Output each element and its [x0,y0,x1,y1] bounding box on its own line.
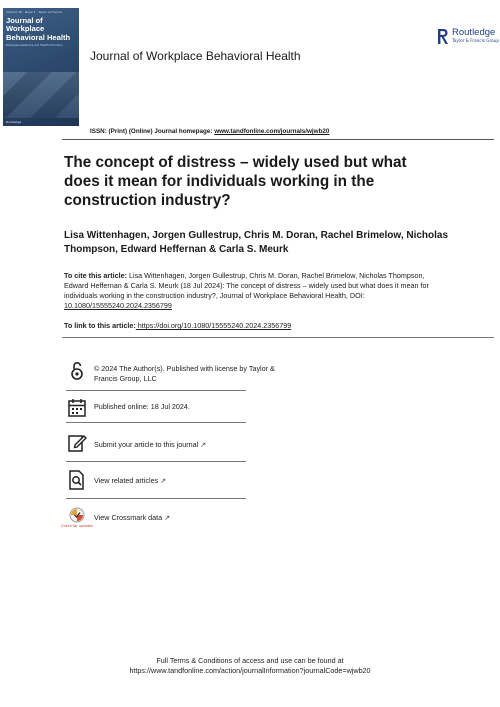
license-text: © 2024 The Author(s). Published with license by Taylor & Francis Group, LLC [94,364,275,383]
article-authors: Lisa Wittenhagen, Jorgen Gullestrup, Chris M. Doran, Rachel Brimelow, Nicholas Thompson, Edward Heffernan & Carla S. Meurk [64,230,449,255]
crossmark-icon [61,506,93,528]
journal-homepage-link[interactable]: www.tandfonline.com/journals/wjwb20 [214,128,330,135]
cover-subtitle: Employee Assistance and Health Promotion [6,44,63,47]
crossmark-link[interactable] [94,513,284,524]
citation-divider [62,337,494,338]
related-articles-label: View related articles [94,476,159,485]
cover-photo [3,72,79,118]
article-link-label: To link to this article: [64,321,136,330]
related-articles-link[interactable] [94,476,284,487]
article-title: The concept of distress – widely used but what does it mean for individuals working in the construction industry? [64,154,407,209]
crossmark-label: View Crossmark data [94,513,163,522]
routledge-r-icon [436,28,449,45]
issn-text: ISSN: (Print) (Online) Journal homepage: [90,128,215,135]
submit-divider [66,461,246,462]
published-divider [66,422,246,423]
cover-brand: Routledge [6,120,22,124]
logo-name: Routledge [452,27,496,38]
header-divider [62,139,494,140]
edit-document-icon [66,432,88,454]
cover-title: Journal of Workplace Behavioral Health [6,16,71,42]
calendar-icon [66,397,88,419]
crossmark-badge-text: Check for updates [61,524,93,528]
journal-cover-thumbnail [3,8,79,126]
published-date: Published online: 18 Jul 2024. [94,402,190,411]
external-link-icon: ↗ [164,515,171,522]
submit-article-link[interactable] [94,440,284,451]
submit-article-label: Submit your article to this journal [94,440,199,449]
article-doi-link[interactable]: https://doi.org/10.1080/15555240.2024.2356799 [135,321,292,330]
terms-footer [0,656,500,676]
external-link-icon: ↗ [200,442,207,449]
related-divider [66,498,246,499]
license-divider [66,390,246,391]
related-search-icon [66,469,88,491]
article-link-line [64,321,291,330]
journal-title: Journal of Workplace Behavioral Health [90,49,301,63]
routledge-logo [436,27,498,47]
citation-block [64,271,434,311]
logo-tagline: Taylor & Francis Group [452,38,500,43]
citation-label: To cite this article: [64,271,127,280]
open-access-icon [66,360,88,382]
issn-line [90,128,329,135]
cover-top-line: Volume 39 · Issue 3 · Taylor & Francis [6,10,62,14]
terms-url-link[interactable]: https://www.tandfonline.com/action/journalInformation?journalCode=wjwb20 [129,666,371,675]
citation-text: Lisa Wittenhagen, Jorgen Gullestrup, Chris M. Doran, Rachel Brimelow, Nicholas Thompson, Edward Heffernan & Carla S. Meurk (18 Jul 2024): The concept of distress – widely used but what does it mean for individuals working in the construction industry?, Journal of Workplace Behavioral Health, DOI: [64,271,429,300]
external-link-icon: ↗ [160,478,167,485]
citation-doi-link[interactable]: 10.1080/15555240.2024.2356799 [64,301,172,310]
terms-line: Full Terms & Conditions of access and use can be found at [156,656,344,665]
